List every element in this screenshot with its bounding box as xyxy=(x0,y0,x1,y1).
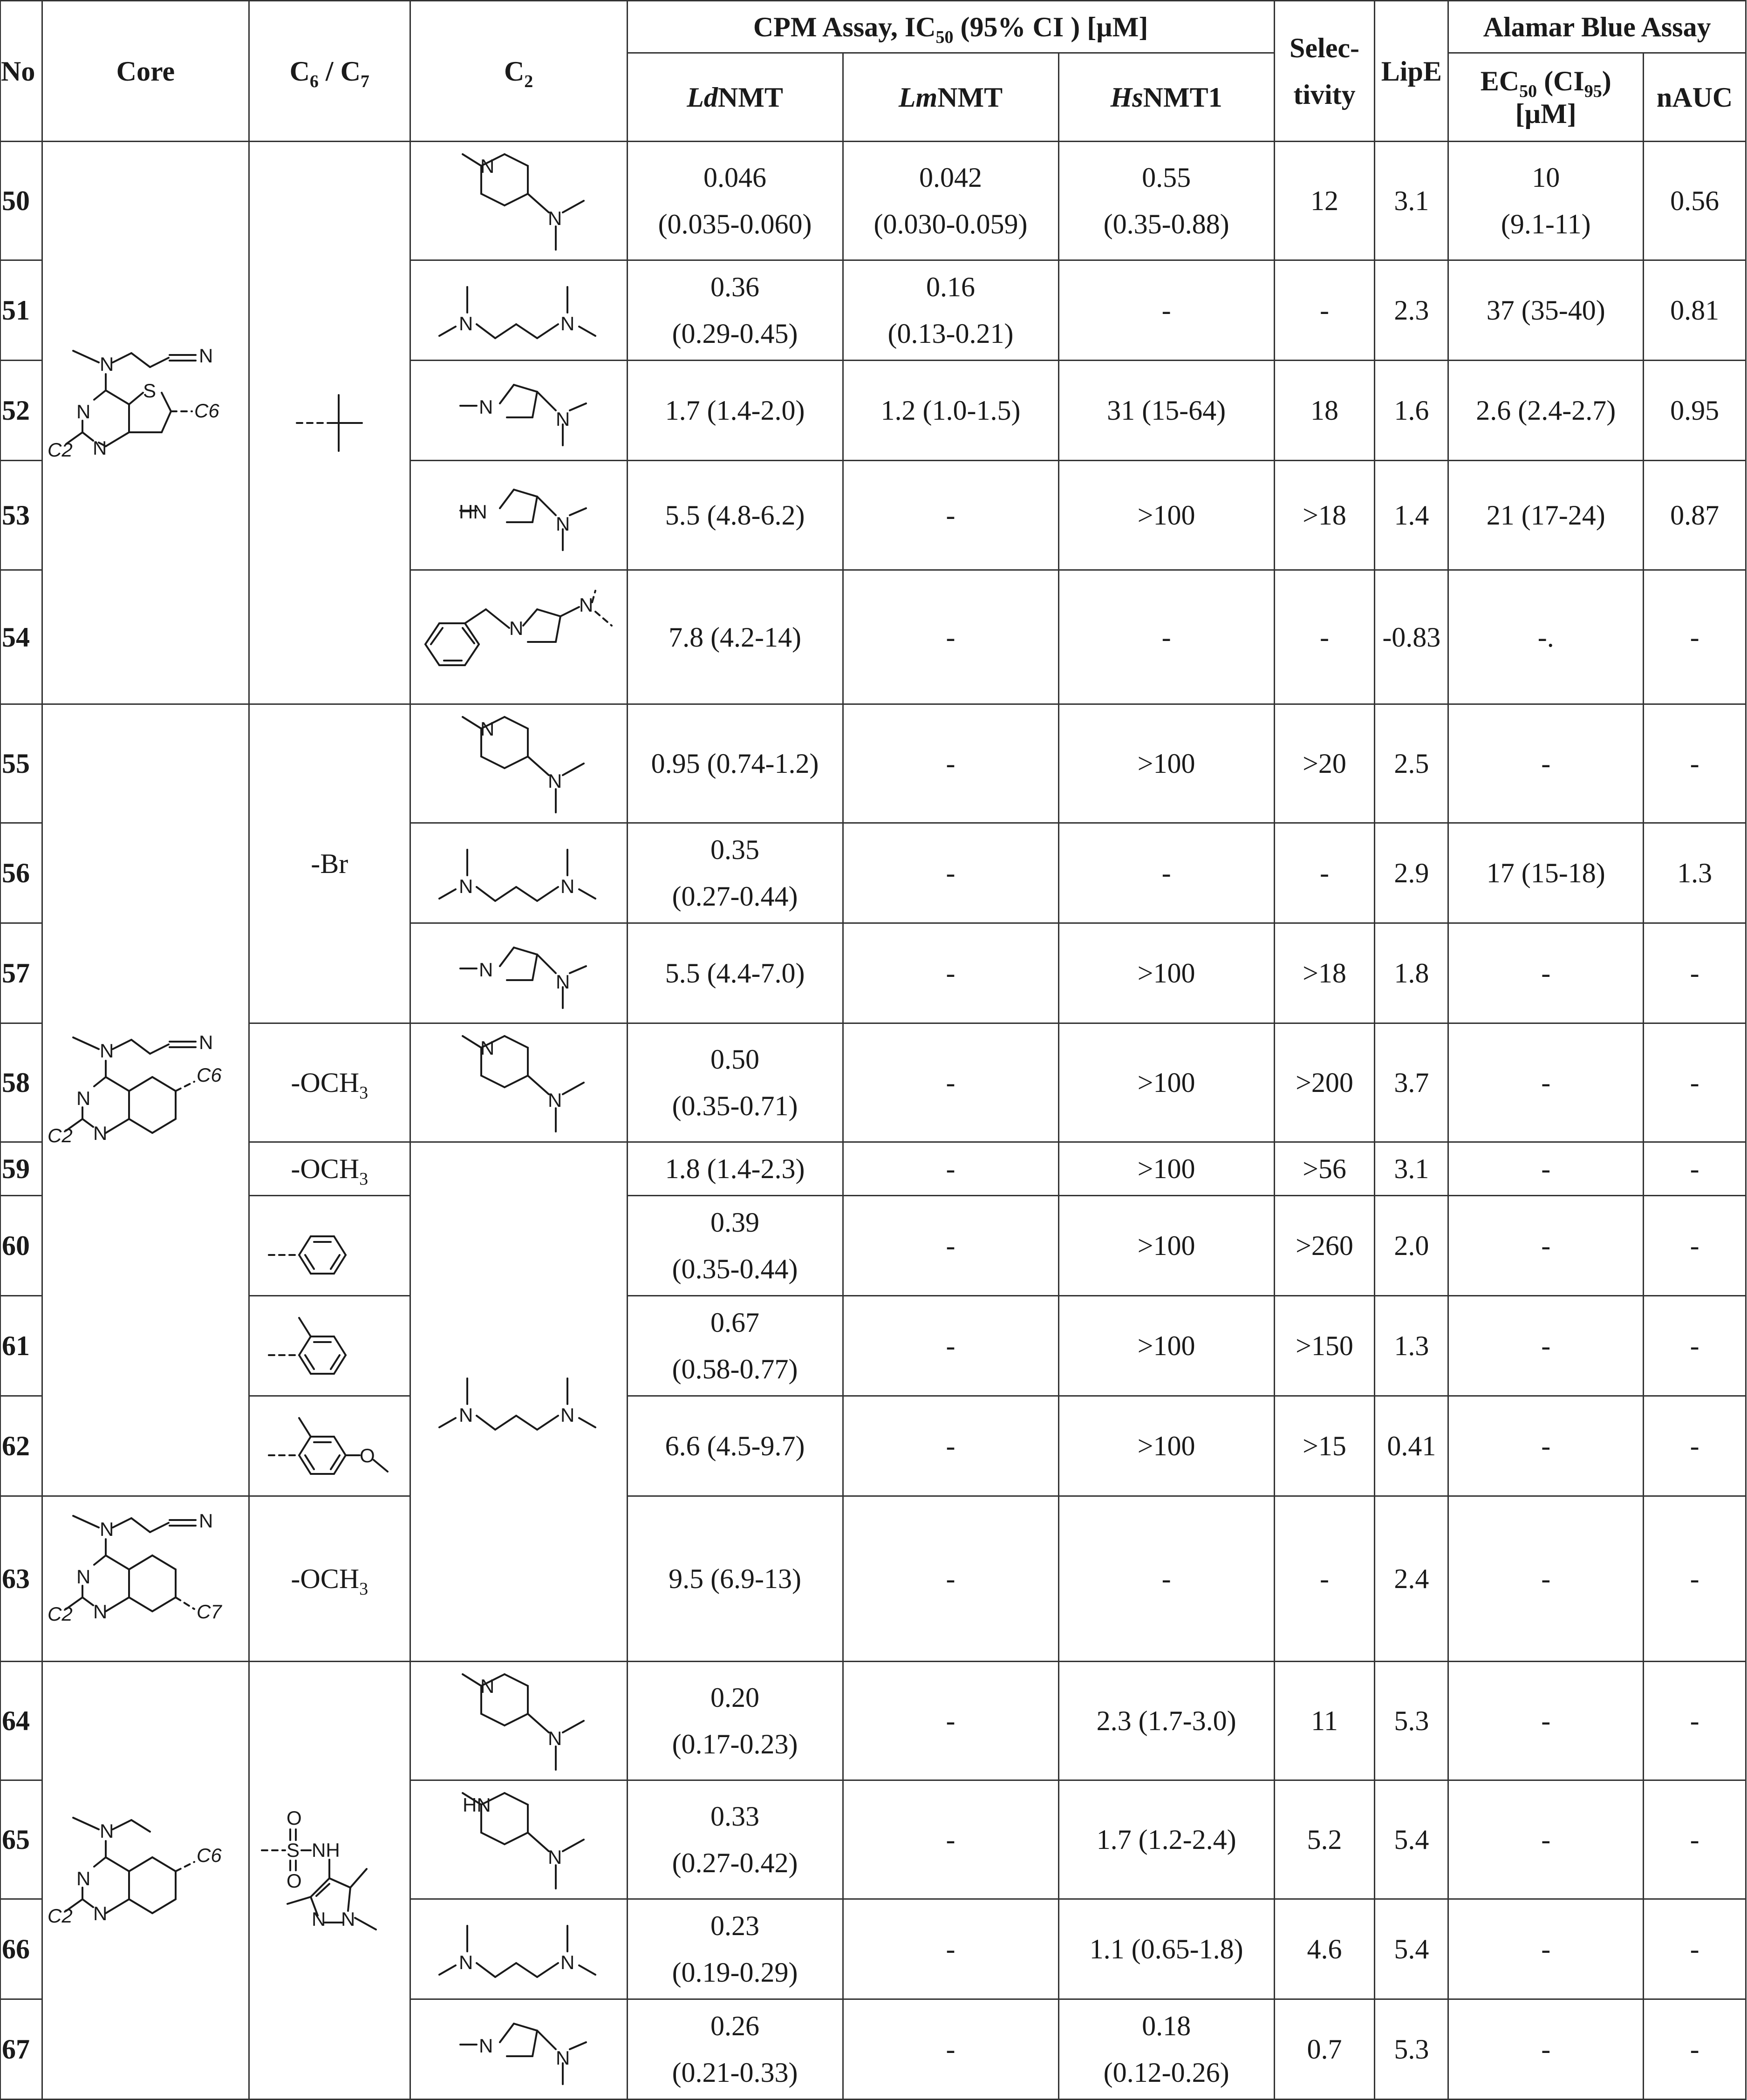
col-nauc: nAUC xyxy=(1644,53,1746,142)
hsnmt1-ic50: >100 xyxy=(1058,1396,1274,1496)
hsnmt1-ic50: - xyxy=(1058,260,1274,361)
nauc: - xyxy=(1644,1999,1746,2100)
lipe: 2.0 xyxy=(1375,1196,1448,1296)
ldnmt-ic50: 0.39 (0.35-0.44) xyxy=(627,1196,843,1296)
table-row xyxy=(0,1296,1746,1396)
col-ldnmt: LdNMT xyxy=(627,53,843,142)
lmnmt-ic50: 1.2 (1.0-1.5) xyxy=(843,361,1058,461)
svg-text:N: N xyxy=(479,2035,493,2057)
svg-text:HN: HN xyxy=(463,1794,491,1816)
hsnmt1-ic50: 31 (15-64) xyxy=(1058,361,1274,461)
ec50: - xyxy=(1448,704,1644,823)
col-c2: $C_2$ xyxy=(410,1,627,142)
table-row xyxy=(0,1396,1746,1496)
table-row xyxy=(0,142,1746,260)
lipe: 5.4 xyxy=(1375,1780,1448,1899)
col-lipe: LipE xyxy=(1375,1,1448,142)
c2-cell xyxy=(410,142,627,260)
lmnmt-ic50: - xyxy=(843,1780,1058,1899)
compound-number: 53 xyxy=(0,461,42,570)
nauc: - xyxy=(1644,570,1746,704)
svg-text:O: O xyxy=(287,1807,302,1829)
lipe: 3.7 xyxy=(1375,1023,1448,1142)
nauc: 0.87 xyxy=(1644,461,1746,570)
c2-dimethylaminopiperidine-structure xyxy=(449,1665,588,1777)
svg-text:N: N xyxy=(548,207,562,229)
ldnmt-ic50: 0.36 (0.29-0.45) xyxy=(627,260,843,361)
c2-aminopiperidine-structure xyxy=(449,1784,588,1895)
core-structure-cell xyxy=(42,704,249,1496)
col-ec50: $EC_{50}$ $(CI_{95})$ [µM] xyxy=(1448,53,1644,142)
c2-dimethylaminopiperidine-structure xyxy=(449,708,588,819)
table-row xyxy=(0,1662,1746,1780)
compound-number: 65 xyxy=(0,1780,42,1899)
ec50: - xyxy=(1448,1023,1644,1142)
hsnmt1-ic50: >100 xyxy=(1058,461,1274,570)
hsnmt1-ic50: - xyxy=(1058,823,1274,923)
c6-methoxy: $-OCH_3$ xyxy=(249,1142,410,1196)
lmnmt-ic50: - xyxy=(843,461,1058,570)
c2-diaminopropane-structure xyxy=(430,1907,607,1991)
lmnmt-ic50: - xyxy=(843,1496,1058,1662)
nauc: - xyxy=(1644,1662,1746,1780)
nauc: - xyxy=(1644,1780,1746,1899)
ldnmt-ic50: 0.26 (0.21-0.33) xyxy=(627,1999,843,2100)
compound-number: 51 xyxy=(0,260,42,361)
svg-text:HN: HN xyxy=(459,501,487,523)
ldnmt-ic50: 0.67 (0.58-0.77) xyxy=(627,1296,843,1396)
ldnmt-ic50: 1.7 (1.4-2.0) xyxy=(627,361,843,461)
ec50: 37 (35-40) xyxy=(1448,260,1644,361)
compound-number: 52 xyxy=(0,361,42,461)
ldnmt-ic50: 0.20 (0.17-0.23) xyxy=(627,1662,843,1780)
hsnmt1-ic50: - xyxy=(1058,570,1274,704)
compound-number: 64 xyxy=(0,1662,42,1780)
hsnmt1-ic50: >100 xyxy=(1058,923,1274,1023)
lipe: 1.3 xyxy=(1375,1296,1448,1396)
ethylamino-quinazoline-core-structure xyxy=(48,1804,243,1957)
hsnmt1-ic50: - xyxy=(1058,1496,1274,1662)
selectivity: 18 xyxy=(1274,361,1375,461)
svg-text:N: N xyxy=(556,971,570,993)
compound-number: 60 xyxy=(0,1196,42,1296)
svg-text:C6: C6 xyxy=(194,399,220,422)
lipe: 3.1 xyxy=(1375,142,1448,260)
c6-tolyl-structure xyxy=(264,1311,395,1381)
nauc: - xyxy=(1644,1023,1746,1142)
core-structure-cell xyxy=(42,1496,249,1662)
compound-number: 67 xyxy=(0,1999,42,2100)
c2-cell xyxy=(410,1142,627,1662)
svg-text:N: N xyxy=(459,1951,473,1973)
c6-phenyl-structure xyxy=(264,1211,395,1281)
selectivity: >150 xyxy=(1274,1296,1375,1396)
svg-text:N: N xyxy=(560,1951,575,1973)
ec50: - xyxy=(1448,1496,1644,1662)
ldnmt-ic50: 0.33 (0.27-0.42) xyxy=(627,1780,843,1899)
lipe: 2.9 xyxy=(1375,823,1448,923)
ldnmt-ic50: 7.8 (4.2-14) xyxy=(627,570,843,704)
svg-text:N: N xyxy=(93,1122,108,1144)
thienopyrimidine-core-structure xyxy=(48,334,243,511)
c2-cell xyxy=(410,1780,627,1899)
lmnmt-ic50: - xyxy=(843,823,1058,923)
hsnmt1-ic50: 1.1 (0.65-1.8) xyxy=(1058,1899,1274,1999)
compound-number: 57 xyxy=(0,923,42,1023)
c6-methoxy: $-OCH_3$ xyxy=(249,1023,410,1142)
hsnmt1-ic50: >100 xyxy=(1058,704,1274,823)
svg-text:C2: C2 xyxy=(48,438,73,461)
ec50: - xyxy=(1448,1196,1644,1296)
ec50: 17 (15-18) xyxy=(1448,823,1644,923)
ldnmt-ic50: 9.5 (6.9-13) xyxy=(627,1496,843,1662)
svg-text:C2: C2 xyxy=(48,1603,73,1625)
svg-text:O: O xyxy=(360,1445,375,1466)
svg-text:C2: C2 xyxy=(48,1124,73,1146)
ec50: - xyxy=(1448,1999,1644,2100)
col-lmnmt: LmNMT xyxy=(843,53,1058,142)
lmnmt-ic50: - xyxy=(843,1142,1058,1196)
svg-text:N: N xyxy=(556,513,570,535)
core-structure-cell xyxy=(42,1662,249,2100)
ldnmt-ic50: 5.5 (4.4-7.0) xyxy=(627,923,843,1023)
c2-cell xyxy=(410,923,627,1023)
c2-cell xyxy=(410,704,627,823)
c6-methoxytolyl-structure xyxy=(264,1411,395,1481)
nauc: - xyxy=(1644,1196,1746,1296)
ldnmt-ic50: 1.8 (1.4-2.3) xyxy=(627,1142,843,1196)
hsnmt1-ic50: >100 xyxy=(1058,1023,1274,1142)
ec50: - xyxy=(1448,1899,1644,1999)
c6-cell xyxy=(249,142,410,704)
svg-text:N: N xyxy=(459,313,473,334)
svg-text:N: N xyxy=(76,1867,91,1889)
svg-text:S: S xyxy=(143,379,157,402)
c6-cell xyxy=(249,1396,410,1496)
selectivity: >20 xyxy=(1274,704,1375,823)
ldnmt-ic50: 0.046 (0.035-0.060) xyxy=(627,142,843,260)
svg-text:N: N xyxy=(341,1908,355,1930)
lipe: 2.5 xyxy=(1375,704,1448,823)
hsnmt1-ic50: >100 xyxy=(1058,1196,1274,1296)
c2-cell xyxy=(410,1662,627,1780)
table-row xyxy=(0,1196,1746,1296)
lipe: 1.8 xyxy=(1375,923,1448,1023)
quinazoline-c7-core-structure xyxy=(48,1502,243,1656)
c6-cell xyxy=(249,1662,410,2100)
core-structure-cell xyxy=(42,142,249,704)
ec50: -. xyxy=(1448,570,1644,704)
ldnmt-ic50: 6.6 (4.5-9.7) xyxy=(627,1396,843,1496)
c2-cell xyxy=(410,260,627,361)
svg-text:N: N xyxy=(480,155,495,177)
ldnmt-ic50: 0.23 (0.19-0.29) xyxy=(627,1899,843,1999)
col-core: Core xyxy=(42,1,249,142)
compound-number: 59 xyxy=(0,1142,42,1196)
c2-dimethylaminopyrrolidine-structure xyxy=(449,934,588,1013)
svg-text:N: N xyxy=(199,1510,213,1532)
svg-text:N: N xyxy=(479,396,493,418)
svg-text:N: N xyxy=(312,1908,326,1930)
selectivity: 5.2 xyxy=(1274,1780,1375,1899)
nauc: - xyxy=(1644,1296,1746,1396)
c6-pyrazole-sulfonamide-structure xyxy=(259,1804,399,1957)
lipe: 5.3 xyxy=(1375,1999,1448,2100)
svg-text:N: N xyxy=(548,770,562,792)
selectivity: - xyxy=(1274,260,1375,361)
compound-number: 50 xyxy=(0,142,42,260)
lipe: 1.6 xyxy=(1375,361,1448,461)
lipe: 5.3 xyxy=(1375,1662,1448,1780)
svg-text:C7: C7 xyxy=(197,1601,222,1623)
svg-text:N: N xyxy=(100,1820,114,1842)
svg-text:N: N xyxy=(509,617,524,639)
svg-text:N: N xyxy=(548,1846,562,1868)
col-alamar-assay: Alamar Blue Assay xyxy=(1448,1,1746,53)
svg-text:N: N xyxy=(459,1404,473,1426)
svg-text:N: N xyxy=(100,353,114,375)
svg-text:N: N xyxy=(556,2047,570,2069)
lmnmt-ic50: - xyxy=(843,923,1058,1023)
compound-number: 58 xyxy=(0,1023,42,1142)
compound-number: 56 xyxy=(0,823,42,923)
svg-text:N: N xyxy=(199,1031,213,1053)
lmnmt-ic50: - xyxy=(843,1296,1058,1396)
hsnmt1-ic50: 0.55 (0.35-0.88) xyxy=(1058,142,1274,260)
c2-diaminopropane-structure xyxy=(430,268,607,352)
lmnmt-ic50: 0.16 (0.13-0.21) xyxy=(843,260,1058,361)
ldnmt-ic50: 0.95 (0.74-1.2) xyxy=(627,704,843,823)
svg-text:N: N xyxy=(93,1601,108,1623)
nauc: - xyxy=(1644,1142,1746,1196)
lmnmt-ic50: - xyxy=(843,704,1058,823)
ec50: 21 (17-24) xyxy=(1448,461,1644,570)
lipe: 2.4 xyxy=(1375,1496,1448,1662)
c2-dimethylaminopiperidine-structure xyxy=(449,145,588,257)
ldnmt-ic50: 0.50 (0.35-0.71) xyxy=(627,1023,843,1142)
selectivity: 12 xyxy=(1274,142,1375,260)
lipe: 0.41 xyxy=(1375,1396,1448,1496)
selectivity: >18 xyxy=(1274,923,1375,1023)
hsnmt1-ic50: >100 xyxy=(1058,1296,1274,1396)
selectivity: >15 xyxy=(1274,1396,1375,1496)
svg-text:N: N xyxy=(199,344,213,367)
compound-number: 62 xyxy=(0,1396,42,1496)
svg-text:N: N xyxy=(579,593,594,616)
svg-text:C2: C2 xyxy=(48,1904,73,1927)
table-row xyxy=(0,1023,1746,1142)
svg-text:N: N xyxy=(76,1087,91,1109)
lmnmt-ic50: - xyxy=(843,1662,1058,1780)
svg-text:N: N xyxy=(480,1037,495,1059)
lmnmt-ic50: 0.042 (0.030-0.059) xyxy=(843,142,1058,260)
hsnmt1-ic50: >100 xyxy=(1058,1142,1274,1196)
c6-cell xyxy=(249,1296,410,1396)
c2-cell xyxy=(410,1999,627,2100)
ldnmt-ic50: 0.35 (0.27-0.44) xyxy=(627,823,843,923)
table-row xyxy=(0,704,1746,823)
svg-text:N: N xyxy=(76,1566,91,1588)
hsnmt1-ic50: 0.18 (0.12-0.26) xyxy=(1058,1999,1274,2100)
compound-number: 54 xyxy=(0,570,42,704)
compound-number: 61 xyxy=(0,1296,42,1396)
nauc: 0.81 xyxy=(1644,260,1746,361)
svg-text:N: N xyxy=(556,408,570,430)
nauc: - xyxy=(1644,1496,1746,1662)
lmnmt-ic50: - xyxy=(843,1396,1058,1496)
selectivity: - xyxy=(1274,823,1375,923)
nauc: 0.95 xyxy=(1644,361,1746,461)
col-no: No xyxy=(0,1,42,142)
c2-dimethylaminopyrrolidine-structure xyxy=(449,371,588,450)
lipe: 1.4 xyxy=(1375,461,1448,570)
ec50: - xyxy=(1448,1296,1644,1396)
svg-text:NH: NH xyxy=(312,1839,340,1861)
col-c6c7: $C_6 / C_7$ xyxy=(249,1,410,142)
hsnmt1-ic50: 1.7 (1.2-2.4) xyxy=(1058,1780,1274,1899)
svg-text:C6: C6 xyxy=(197,1064,222,1086)
nauc: - xyxy=(1644,923,1746,1023)
c6-cell xyxy=(249,1196,410,1296)
nauc: - xyxy=(1644,1899,1746,1999)
lmnmt-ic50: - xyxy=(843,1196,1058,1296)
selectivity: >200 xyxy=(1274,1023,1375,1142)
col-cpm-assay: CPM Assay, $IC_{50}$ (95% CI ) [µM] xyxy=(627,1,1274,53)
c2-cell xyxy=(410,823,627,923)
lmnmt-ic50: - xyxy=(843,1999,1058,2100)
svg-text:N: N xyxy=(480,718,495,740)
c2-cell xyxy=(410,461,627,570)
c2-dimethylaminopyrrolidine-structure xyxy=(449,2010,588,2089)
selectivity: 11 xyxy=(1274,1662,1375,1780)
nauc: - xyxy=(1644,1396,1746,1496)
lmnmt-ic50: - xyxy=(843,570,1058,704)
c6-tert-butyl-structure xyxy=(292,390,367,456)
svg-text:O: O xyxy=(287,1869,302,1892)
svg-text:C6: C6 xyxy=(197,1844,222,1866)
lipe: 3.1 xyxy=(1375,1142,1448,1196)
col-selectivity: Selec- tivity xyxy=(1274,1,1375,142)
selectivity: >18 xyxy=(1274,461,1375,570)
nauc: - xyxy=(1644,704,1746,823)
ec50: - xyxy=(1448,923,1644,1023)
compound-number: 55 xyxy=(0,704,42,823)
svg-text:N: N xyxy=(548,1089,562,1111)
lmnmt-ic50: - xyxy=(843,1899,1058,1999)
compound-number: 63 xyxy=(0,1496,42,1662)
ec50: - xyxy=(1448,1396,1644,1496)
ec50: 2.6 (2.4-2.7) xyxy=(1448,361,1644,461)
c2-benzylpyrrolidine-structure xyxy=(416,588,621,686)
c6-methoxy: $-OCH_3$ xyxy=(249,1496,410,1662)
c6-bromo: -Br xyxy=(249,704,410,1023)
svg-text:N: N xyxy=(76,400,91,423)
ec50: - xyxy=(1448,1142,1644,1196)
lipe: 5.4 xyxy=(1375,1899,1448,1999)
lipe: -0.83 xyxy=(1375,570,1448,704)
selectivity: 4.6 xyxy=(1274,1899,1375,1999)
c2-cell xyxy=(410,361,627,461)
c2-diaminopropane-structure xyxy=(430,1360,607,1444)
lipe: 2.3 xyxy=(1375,260,1448,361)
selectivity: - xyxy=(1274,1496,1375,1662)
ldnmt-ic50: 5.5 (4.8-6.2) xyxy=(627,461,843,570)
table-row xyxy=(0,1142,1746,1196)
table-row xyxy=(0,1496,1746,1662)
c2-cell xyxy=(410,1899,627,1999)
ec50: 10 (9.1-11) xyxy=(1448,142,1644,260)
lmnmt-ic50: - xyxy=(843,1023,1058,1142)
svg-text:N: N xyxy=(479,959,493,981)
selectivity: - xyxy=(1274,570,1375,704)
svg-text:N: N xyxy=(459,875,473,897)
c2-aminopyrrolidine-structure xyxy=(449,476,588,555)
svg-text:S: S xyxy=(287,1839,300,1861)
svg-text:N: N xyxy=(100,1039,114,1062)
svg-text:N: N xyxy=(560,313,575,334)
selectivity: >56 xyxy=(1274,1142,1375,1196)
ec50: - xyxy=(1448,1780,1644,1899)
nauc: 1.3 xyxy=(1644,823,1746,923)
svg-text:N: N xyxy=(480,1675,495,1697)
quinazoline-core-structure xyxy=(48,1023,243,1177)
svg-text:N: N xyxy=(560,1404,575,1426)
c2-cell xyxy=(410,1023,627,1142)
compound-number: 66 xyxy=(0,1899,42,1999)
ec50: - xyxy=(1448,1662,1644,1780)
svg-text:N: N xyxy=(548,1727,562,1749)
svg-text:N: N xyxy=(93,1902,108,1924)
svg-text:N: N xyxy=(100,1518,114,1540)
col-hsnmt1: HsNMT1 xyxy=(1058,53,1274,142)
hsnmt1-ic50: 2.3 (1.7-3.0) xyxy=(1058,1662,1274,1780)
nauc: 0.56 xyxy=(1644,142,1746,260)
c2-cell xyxy=(410,570,627,704)
selectivity: 0.7 xyxy=(1274,1999,1375,2100)
c2-diaminopropane-structure xyxy=(430,831,607,915)
selectivity: >260 xyxy=(1274,1196,1375,1296)
svg-text:N: N xyxy=(93,436,107,459)
c2-dimethylaminopiperidine-structure xyxy=(449,1027,588,1139)
svg-text:N: N xyxy=(560,875,575,897)
